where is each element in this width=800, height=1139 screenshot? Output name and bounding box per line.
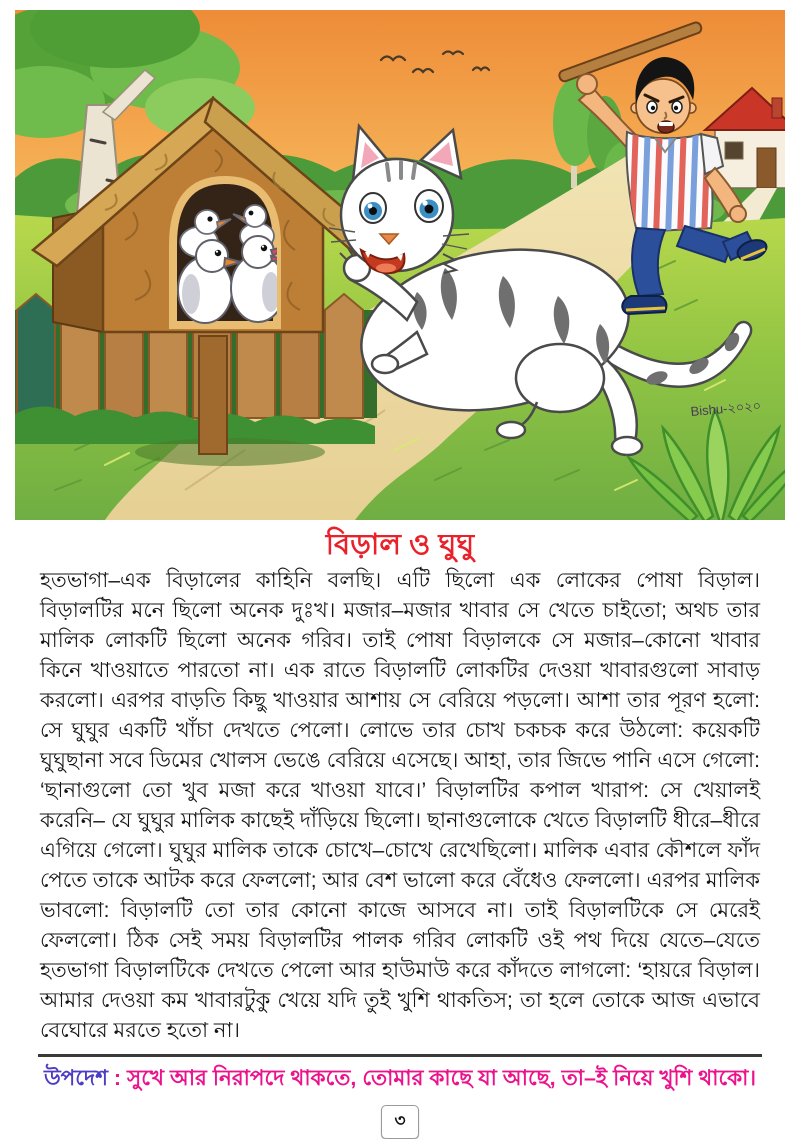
story-illustration [15, 10, 785, 520]
divider-rule [38, 1054, 762, 1057]
moral-label: উপদেশ [43, 1066, 108, 1090]
page-number-area [0, 1105, 800, 1139]
moral-line [30, 1063, 770, 1093]
page-number: ৩ [381, 1105, 419, 1139]
artist-signature: Bishu-২০২০ [689, 397, 762, 419]
fist [577, 74, 597, 94]
story-paragraph: হতভাগা–এক বিড়ালের কাহিনি বলছি। এটি ছিলো এক লোকের পোষা বিড়াল। বিড়ালটির মনে ছিলো অনেক দুঃখ। মজার–মজার খাবার সে খেতে চাইতো; অথচ তার মালিক লোকটি ছিলো অনেক গরিব। তাই পোষা বিড়ালকে সে মজার–কোনো খাবার কিনে খাওয়াতে পারতো না। এক রাতে বিড়ালটি লোকটির দেওয়া খাবারগুলো সাবাড় করলো। এরপর বাড়তি কিছু খাওয়ার আশায় সে বেরিয়ে পড়লো। আশা তার পূরণ হলো: সে ঘুঘুর একটি খাঁচা দেখতে পেলো। লোভে তার চোখ চকচক করে উঠলো: কয়েকটি ঘুঘুছানা সবে ডিমের খোলস ভেঙে বেরিয়ে এসেছে। আহা, তার জিভে পানি এসে গেলো: ‘ছানাগুলো তো খুব মজা করে খাওয়া যাবে।’ বিড়ালটির কপাল খারাপ: সে খেয়ালই করেনি– যে ঘুঘুর মালিক কাছেই দাঁড়িয়ে ছিলো। ছানাগুলোকে খেতে বিড়ালটি ধীরে–ধীরে এগিয়ে গেলো। ঘুঘুর মালিক তাকে চোখে–চোখে রেখেছিলো। মালিক এবার কৌশলে ফাঁদ পেতে তাকে আটক করে ফেললো; আর বেশ ভালো করে বেঁধেও ফেললো। এরপর মালিক ভাবলো: বিড়ালটি তো তার কোনো কাজে আসবে না। তাই বিড়ালটিকে সে মেরেই ফেললো। ঠিক সেই সময় বিড়ালটির পালক গরিব লোকটি ওই পথ দিয়ে যেতে–যেতে হতভাগা বিড়ালটিকে দেখতে পেলো আর হাউমাউ করে কাঁদতে লাগলো: ‘হায়রে বিড়াল। আমার দেওয়া কম খাবারটুকু খেয়ে যদি তুই খুশি থাকতিস; তা হলে তোকে আজ এভাবে বেঘোরে মরতে হতো না। [40, 569, 760, 1042]
book-page [0, 10, 800, 1130]
story-title: বিড়াল ও ঘুঘু [325, 529, 475, 561]
moral-text: : সুখে আর নিরাপদে থাকতে, তোমার কাছে যা আছে, তা–ই নিয়ে খুশি থাকো। [107, 1066, 757, 1090]
